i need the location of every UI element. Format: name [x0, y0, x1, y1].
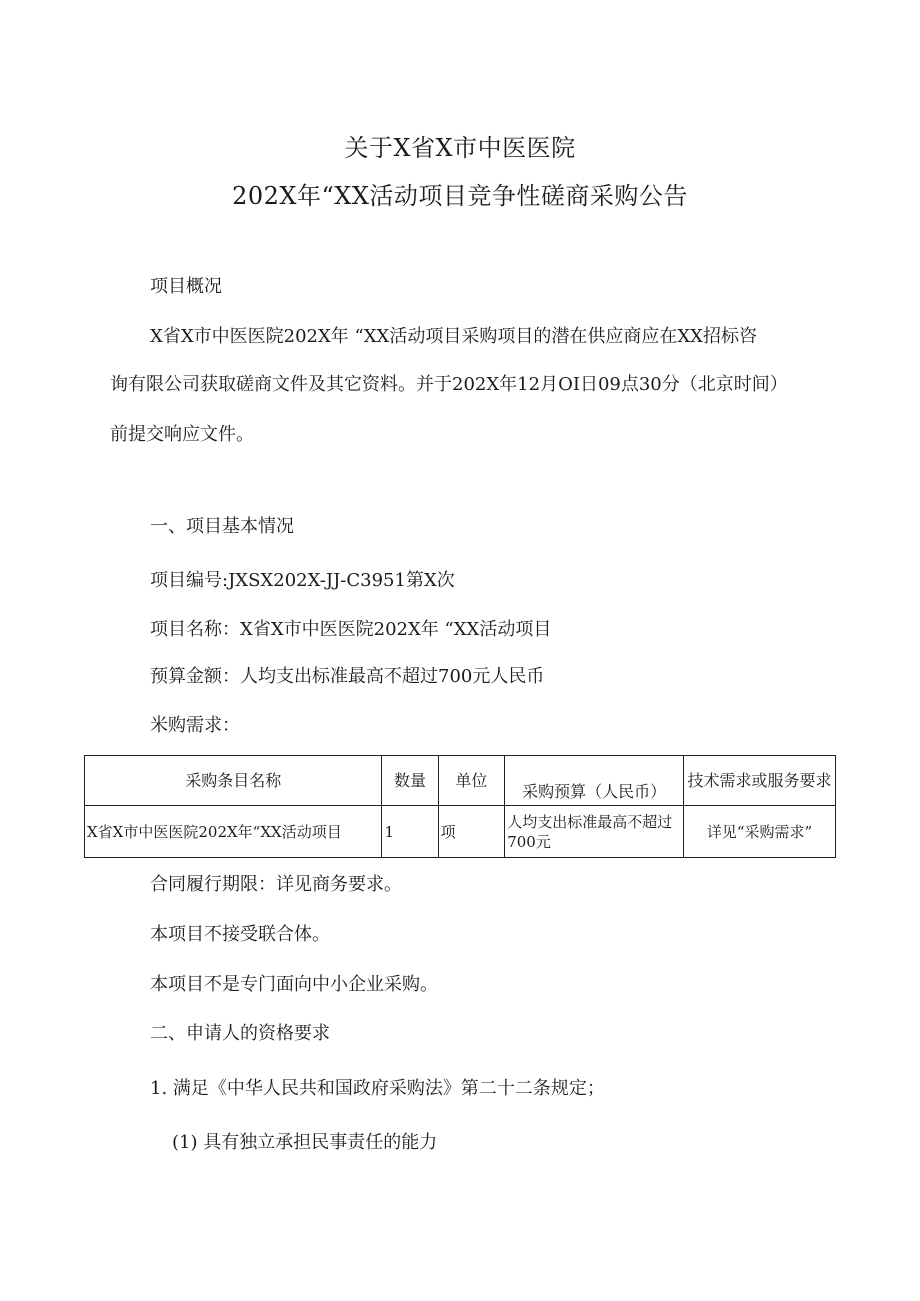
procurement-demand-label: 米购需求： [150, 715, 240, 736]
header-item-name: 采购条目名称 [85, 756, 382, 806]
cell-quantity: 1 [382, 806, 438, 858]
qualification-item-1-1: (1) 具有独立承担民事责任的能力 [172, 1132, 438, 1153]
overview-line-1: X省X市中医医院202X年 “XX活动项目采购项目的潜在供应商应在XX招标咨 [150, 326, 757, 347]
cell-unit: 项 [438, 806, 505, 858]
overview-line-3: 前提交响应文件。 [110, 424, 254, 445]
cell-requirements: 详见“采购需求” [684, 806, 836, 858]
header-requirements: 技术需求或服务要求 [684, 756, 836, 806]
qualification-item-1: 1. 满足《中华人民共和国政府采购法》第二十二条规定； [150, 1078, 605, 1099]
table-row [85, 806, 836, 858]
budget-amount: 预算金额：人均支出标准最高不超过700元人民币 [150, 666, 545, 687]
sme-note: 本项目不是专门面向中小企业采购。 [150, 974, 438, 995]
contract-period: 合同履行期限：详见商务要求。 [150, 874, 402, 895]
cell-budget: 人均支出标准最高不超过700元 [505, 806, 684, 858]
project-name: 项目名称：X省X市中医医院202X年 “XX活动项目 [150, 619, 552, 640]
header-budget: 采购预算（人民币） [505, 756, 684, 806]
cell-item-name: X省X市中医医院202X年“XX活动项目 [85, 806, 382, 858]
project-number: 项目编号:JXSX202X-JJ-C3951第X次 [150, 570, 455, 591]
overview-line-2: 询有限公司获取磋商文件及其它资料。并于202X年12月OI日09点30分（北京时间） [110, 374, 788, 395]
procurement-table [84, 755, 836, 858]
section2-heading: 二、申请人的资格要求 [150, 1023, 330, 1044]
title-line-2: 202X年“XX活动项目竞争性磋商采购公告 [232, 182, 688, 210]
table-header-row [85, 756, 836, 806]
section1-heading: 一、项目基本情况 [150, 516, 294, 537]
header-unit: 单位 [438, 756, 505, 806]
header-quantity: 数量 [382, 756, 438, 806]
title-line-1: 关于X省X市中医医院 [344, 134, 576, 162]
overview-heading: 项目概况 [150, 276, 222, 297]
consortium-note: 本项目不接受联合体。 [150, 924, 330, 945]
